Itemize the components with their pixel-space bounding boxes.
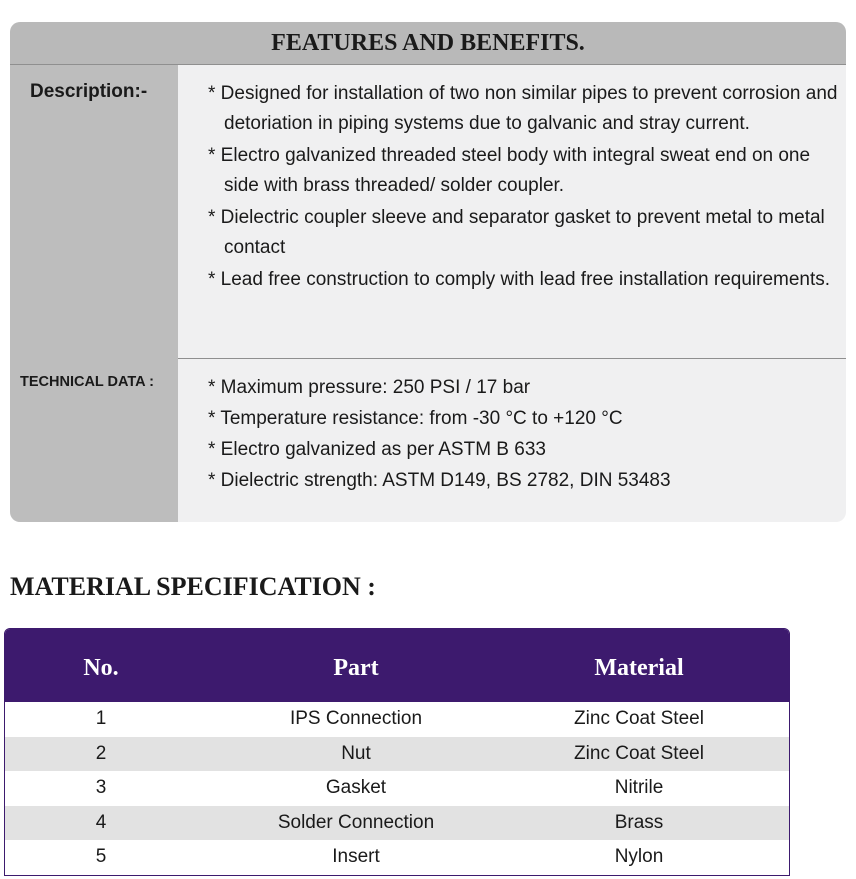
description-item: * Dielectric coupler sleeve and separator gasket to prevent metal to metal contact: [208, 207, 825, 258]
cell-part: Solder Connection: [277, 811, 435, 833]
technical-label: TECHNICAL DATA :: [20, 374, 154, 390]
cell-no: 5: [95, 846, 107, 868]
cell-material: Zinc Coat Steel: [574, 708, 704, 729]
cell-part: IPS Connection: [289, 708, 423, 729]
technical-item: * Electro galvanized as per ASTM B 633: [208, 439, 546, 460]
features-card: [10, 22, 846, 522]
description-item: * Designed for installation of two non similar pipes to prevent corrosion and detoriation in piping systems due to galvanic and stray current.: [208, 83, 838, 134]
material-table-header: [5, 629, 789, 702]
cell-no: 3: [95, 777, 107, 799]
table-row: [5, 702, 789, 737]
cell-material: Brass: [614, 811, 664, 833]
cell-part: Insert: [332, 846, 380, 868]
table-row: [5, 737, 789, 772]
technical-item: * Maximum pressure: 250 PSI / 17 bar: [208, 377, 531, 398]
table-row: [5, 771, 789, 806]
cell-no: 1: [95, 708, 107, 729]
cell-material: Zinc Coat Steel: [574, 742, 704, 764]
column-header-no: No.: [83, 655, 119, 681]
technical-label-cell: [10, 358, 178, 522]
features-title: FEATURES AND BENEFITS.: [10, 22, 846, 64]
technical-data-row: [10, 358, 846, 522]
cell-material: Nitrile: [614, 777, 664, 799]
column-header-material: Material: [594, 655, 684, 681]
description-row: [10, 64, 846, 359]
table-row: [5, 840, 789, 875]
technical-content: [178, 358, 846, 522]
description-content: [178, 65, 846, 358]
technical-item: * Dielectric strength: ASTM D149, BS 2782, DIN 53483: [208, 470, 671, 491]
description-item: * Lead free construction to comply with lead free installation requirements.: [208, 269, 831, 290]
cell-part: Nut: [341, 742, 371, 764]
material-table: [4, 628, 790, 876]
cell-no: 2: [95, 742, 107, 764]
technical-item: * Temperature resistance: from -30 °C to +120 °C: [208, 408, 623, 429]
table-row: [5, 806, 789, 841]
column-header-part: Part: [333, 655, 379, 681]
cell-no: 4: [95, 811, 107, 833]
description-label-cell: [10, 65, 178, 358]
description-label: Description:-: [30, 81, 148, 102]
material-specification-heading: MATERIAL SPECIFICATION :: [10, 572, 376, 601]
cell-part: Gasket: [325, 777, 387, 799]
description-item: * Electro galvanized threaded steel body with integral sweat end on one side with brass threaded/ solder coupler.: [208, 145, 811, 196]
cell-material: Nylon: [614, 846, 664, 868]
